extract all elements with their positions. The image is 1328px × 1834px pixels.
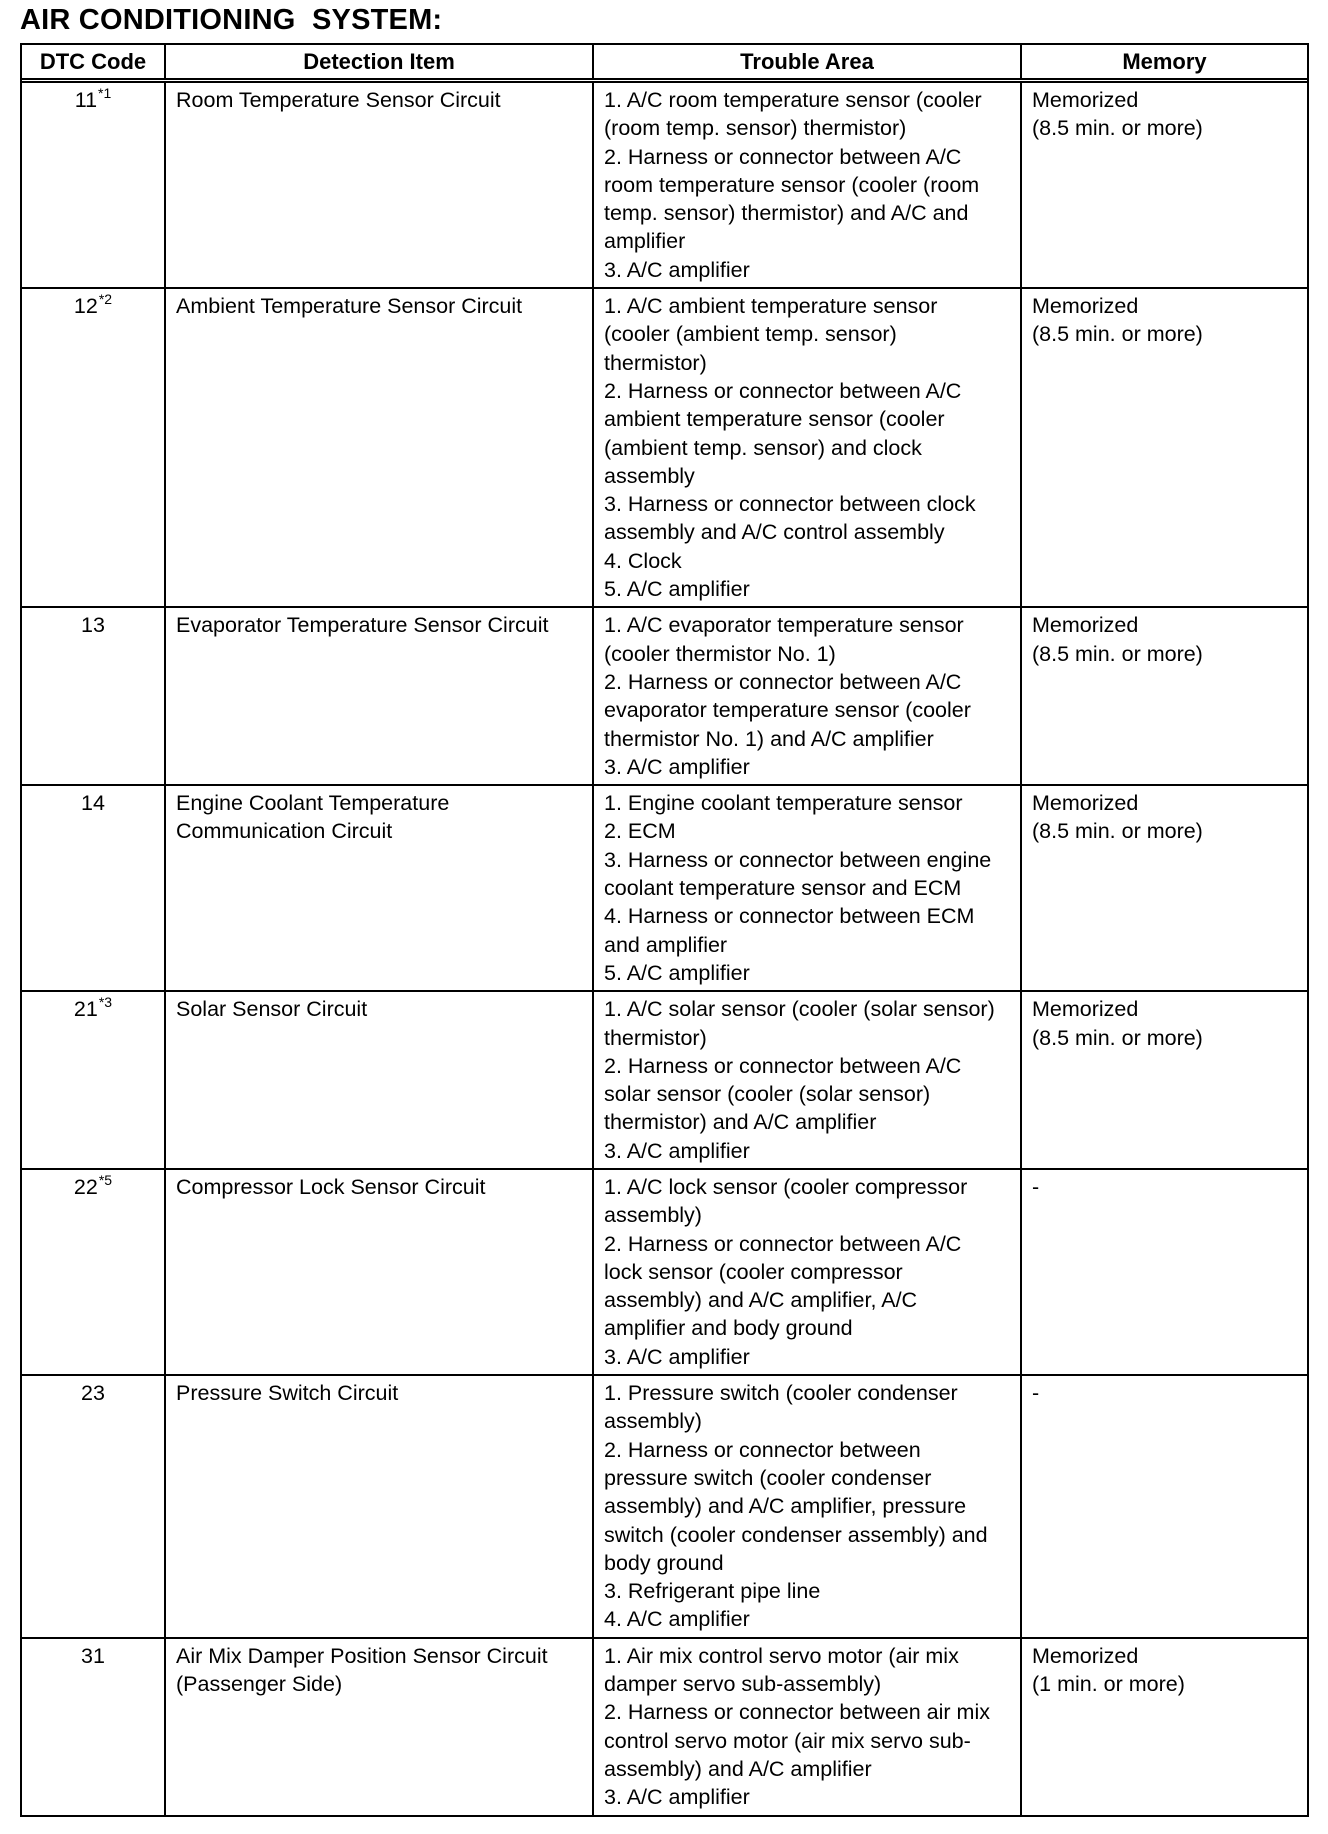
trouble-area-line: 1. A/C solar sensor (cooler (solar sensor) — [604, 997, 995, 1022]
trouble-area-line: 2. Harness or connector between — [604, 1437, 921, 1462]
trouble-area-line: assembly) and A/C amplifier, A/C — [604, 1288, 918, 1313]
trouble-area-line: 2. Harness or connector between A/C — [604, 378, 962, 403]
memory-line: (8.5 min. or more) — [1032, 116, 1203, 141]
dtc-code-cell — [22, 785, 165, 991]
dtc-code-cell — [22, 288, 165, 607]
detection-item-line: Engine Coolant Temperature — [176, 791, 450, 816]
detection-item-line: Evaporator Temperature Sensor Circuit — [176, 613, 549, 638]
trouble-area-line: control servo motor (air mix servo sub- — [604, 1728, 971, 1753]
trouble-area-line: 4. Harness or connector between ECM — [604, 904, 975, 929]
dtc-code: 11 — [74, 88, 98, 112]
trouble-area-line: thermistor) — [604, 1025, 707, 1050]
memory-line: (8.5 min. or more) — [1032, 1025, 1203, 1050]
dtc-code-cell — [22, 991, 165, 1169]
trouble-area-line: 1. Pressure switch (cooler condenser — [604, 1381, 958, 1406]
trouble-area-line: 1. Air mix control servo motor (air mix — [604, 1643, 959, 1668]
trouble-area-line: 5. A/C amplifier — [604, 960, 750, 985]
trouble-area-line: amplifier — [604, 229, 686, 254]
detection-item-cell — [165, 1169, 593, 1375]
trouble-area-line: lock sensor (cooler compressor — [604, 1259, 903, 1284]
trouble-area-line: 5. A/C amplifier — [604, 577, 750, 602]
memory-line: (8.5 min. or more) — [1032, 322, 1203, 347]
dtc-code-cell — [22, 1375, 165, 1638]
dtc-code: 12 — [73, 294, 98, 319]
trouble-area-line: evaporator temperature sensor (cooler — [604, 698, 971, 723]
dtc-table-container — [20, 43, 1309, 1817]
table-row — [22, 991, 1307, 1169]
trouble-area-line: and amplifier — [604, 932, 728, 957]
table-row — [22, 81, 1307, 289]
footnote-marker: *2 — [98, 291, 113, 308]
detection-item-cell — [165, 607, 593, 785]
detection-item-line: Room Temperature Sensor Circuit — [176, 88, 501, 112]
trouble-area-cell — [593, 607, 1021, 785]
trouble-area-line: 2. Harness or connector between air mix — [604, 1700, 990, 1725]
trouble-area-line: assembly and A/C control assembly — [604, 520, 945, 545]
memory-line: Memorized — [1032, 613, 1139, 638]
trouble-area-line: 3. Harness or connector between clock — [604, 492, 976, 517]
footnote-marker: *5 — [98, 1171, 113, 1188]
memory-line: Memorized — [1032, 1643, 1139, 1668]
memory-line: Memorized — [1032, 294, 1139, 319]
dtc-table — [22, 45, 1307, 1815]
page-title: AIR CONDITIONING SYSTEM: — [20, 4, 443, 36]
trouble-area-line: 1. Engine coolant temperature sensor — [604, 791, 963, 816]
trouble-area-line: 3. Refrigerant pipe line — [604, 1579, 821, 1604]
memory-line: Memorized — [1032, 88, 1139, 112]
table-row — [22, 288, 1307, 607]
memory-cell — [1021, 1375, 1307, 1638]
detection-item-line: Communication Circuit — [176, 819, 393, 844]
trouble-area-line: 3. A/C amplifier — [604, 1344, 750, 1369]
trouble-area-line: thermistor No. 1) and A/C amplifier — [604, 726, 934, 751]
dtc-code: 23 — [81, 1381, 105, 1406]
trouble-area-line: pressure switch (cooler condenser — [604, 1465, 932, 1490]
trouble-area-line: ambient temperature sensor (cooler — [604, 407, 945, 432]
trouble-area-cell — [593, 1375, 1021, 1638]
memory-cell — [1021, 1638, 1307, 1815]
table-body — [22, 81, 1307, 1815]
dtc-code-cell — [22, 1638, 165, 1815]
memory-cell — [1021, 288, 1307, 607]
detection-item-line: Compressor Lock Sensor Circuit — [176, 1174, 486, 1199]
trouble-area-line: solar sensor (cooler (solar sensor) — [604, 1082, 931, 1107]
detection-item-line: Air Mix Damper Position Sensor Circuit — [176, 1643, 548, 1668]
trouble-area-line: assembly) — [604, 1409, 702, 1434]
header-dtc-code: DTC Code — [22, 45, 165, 81]
dtc-code: 13 — [81, 613, 105, 638]
trouble-area-cell — [593, 1169, 1021, 1375]
trouble-area-cell — [593, 991, 1021, 1169]
dtc-code: 21 — [73, 997, 98, 1022]
memory-line: - — [1032, 1174, 1040, 1199]
trouble-area-line: 3. A/C amplifier — [604, 754, 750, 779]
trouble-area-cell — [593, 785, 1021, 991]
table-row — [22, 1638, 1307, 1815]
trouble-area-line: assembly — [604, 463, 695, 488]
header-detection-item: Detection Item — [165, 45, 593, 81]
trouble-area-line: 2. Harness or connector between A/C — [604, 669, 962, 694]
trouble-area-line: amplifier and body ground — [604, 1316, 853, 1341]
trouble-area-line: 3. Harness or connector between engine — [604, 847, 992, 872]
memory-line: Memorized — [1032, 791, 1139, 816]
trouble-area-line: (room temp. sensor) thermistor) — [604, 116, 907, 141]
trouble-area-line: room temperature sensor (cooler (room — [604, 172, 980, 197]
trouble-area-line: coolant temperature sensor and ECM — [604, 876, 962, 901]
detection-item-cell — [165, 1638, 593, 1815]
detection-item-line: (Passenger Side) — [176, 1672, 343, 1697]
table-row — [22, 1375, 1307, 1638]
trouble-area-line: damper servo sub-assembly) — [604, 1672, 882, 1697]
header-trouble-area: Trouble Area — [593, 45, 1021, 81]
trouble-area-line: assembly) and A/C amplifier — [604, 1756, 872, 1781]
trouble-area-line: (ambient temp. sensor) and clock — [604, 435, 922, 460]
memory-line: (8.5 min. or more) — [1032, 819, 1203, 844]
trouble-area-cell — [593, 288, 1021, 607]
trouble-area-line: 1. A/C lock sensor (cooler compressor — [604, 1174, 968, 1199]
dtc-code-cell — [22, 607, 165, 785]
header-memory: Memory — [1021, 45, 1307, 81]
trouble-area-line: 1. A/C ambient temperature sensor — [604, 294, 938, 319]
memory-cell — [1021, 1169, 1307, 1375]
detection-item-cell — [165, 81, 593, 289]
trouble-area-line: (cooler (ambient temp. sensor) — [604, 322, 897, 347]
dtc-code: 14 — [81, 791, 105, 816]
footnote-marker: *3 — [98, 994, 113, 1011]
memory-cell — [1021, 785, 1307, 991]
memory-line: (8.5 min. or more) — [1032, 641, 1203, 666]
memory-line: - — [1032, 1381, 1040, 1406]
trouble-area-line: 1. A/C evaporator temperature sensor — [604, 613, 964, 638]
trouble-area-line: 2. Harness or connector between A/C — [604, 1053, 962, 1078]
trouble-area-line: assembly) and A/C amplifier, pressure — [604, 1494, 967, 1519]
trouble-area-line: thermistor) — [604, 350, 707, 375]
memory-cell — [1021, 991, 1307, 1169]
trouble-area-line: 3. A/C amplifier — [604, 257, 750, 282]
dtc-code-cell — [22, 81, 165, 289]
trouble-area-line: 1. A/C room temperature sensor (cooler — [604, 88, 982, 112]
memory-line: Memorized — [1032, 997, 1139, 1022]
trouble-area-cell — [593, 81, 1021, 289]
trouble-area-cell — [593, 1638, 1021, 1815]
trouble-area-line: assembly) — [604, 1203, 702, 1228]
trouble-area-line: 4. Clock — [604, 548, 682, 573]
detection-item-line: Ambient Temperature Sensor Circuit — [176, 294, 523, 319]
detection-item-cell — [165, 991, 593, 1169]
trouble-area-line: 3. A/C amplifier — [604, 1138, 750, 1163]
trouble-area-line: 3. A/C amplifier — [604, 1785, 750, 1810]
trouble-area-line: temp. sensor) thermistor) and A/C and — [604, 201, 969, 226]
detection-item-cell — [165, 288, 593, 607]
trouble-area-line: (cooler thermistor No. 1) — [604, 641, 836, 666]
table-row — [22, 785, 1307, 991]
detection-item-cell — [165, 785, 593, 991]
trouble-area-line: 2. Harness or connector between A/C — [604, 1231, 962, 1256]
dtc-code: 31 — [81, 1643, 105, 1668]
footnote-marker: *1 — [98, 85, 112, 101]
trouble-area-line: 4. A/C amplifier — [604, 1607, 750, 1632]
detection-item-cell — [165, 1375, 593, 1638]
trouble-area-line: thermistor) and A/C amplifier — [604, 1110, 877, 1135]
dtc-code-cell — [22, 1169, 165, 1375]
trouble-area-line: 2. Harness or connector between A/C — [604, 144, 962, 169]
trouble-area-line: body ground — [604, 1550, 724, 1575]
detection-item-line: Pressure Switch Circuit — [176, 1381, 399, 1406]
memory-line: (1 min. or more) — [1032, 1672, 1185, 1697]
table-row — [22, 607, 1307, 785]
detection-item-line: Solar Sensor Circuit — [176, 997, 368, 1022]
trouble-area-line: 2. ECM — [604, 819, 676, 844]
memory-cell — [1021, 81, 1307, 289]
table-header-row — [22, 45, 1307, 81]
memory-cell — [1021, 607, 1307, 785]
trouble-area-line: switch (cooler condenser assembly) and — [604, 1522, 988, 1547]
table-row — [22, 1169, 1307, 1375]
dtc-code: 22 — [73, 1174, 98, 1199]
